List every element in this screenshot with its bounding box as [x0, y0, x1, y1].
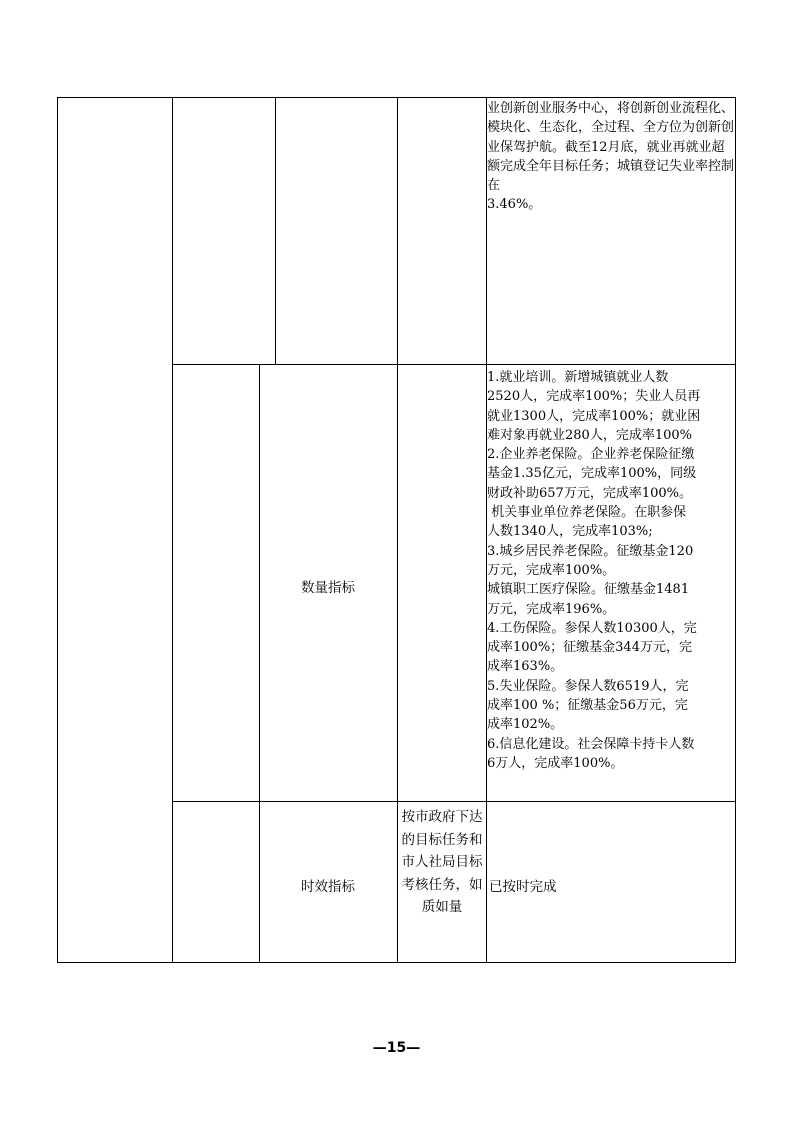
quantity-result-line: 4.工伤保险。参保人数10300人，完 [487, 620, 697, 636]
quantity-result-line: 难对象再就业280人，完成率100% [487, 427, 692, 443]
col-divider-2b [259, 364, 260, 963]
col-divider-1 [172, 97, 173, 963]
quantity-result-line: 就业1300人，完成率100%；就业困 [487, 408, 701, 424]
quantity-result-line: 6.信息化建设。社会保障卡持卡人数 [487, 736, 695, 752]
row1-result-cell: 业创新创业服务中心，将创新创业流程化、模块化、生态化，全过程、全方位为创新创业保驾护航。截至12月底，就业再就业超额完成全年目标任务；城镇登记失业率控制在 3.46%。 [487, 101, 735, 213]
quantity-result-line: 1.就业培训。新增城镇就业人数 [487, 370, 669, 385]
quantity-result-line: 成率100%；征缴基金344万元，完 [487, 640, 692, 656]
col-divider-2a [275, 97, 276, 364]
quantity-result-cell [487, 368, 735, 773]
quantity-result-line: 城镇职工医疗保险。征缴基金1481 [487, 582, 690, 598]
quantity-result-line: 基金1.35亿元，完成率100%，同级 [487, 466, 697, 482]
quantity-result-line: 6万人，完成率100%。 [487, 755, 624, 771]
timeliness-indicator-label: 时效指标 [301, 879, 355, 895]
quantity-result-line: 成率163%。 [487, 659, 564, 675]
quantity-result-line: 人数1340人，完成率103%; [487, 524, 653, 540]
quantity-result-line: 3.城乡居民养老保险。征缴基金120 [487, 543, 694, 559]
quantity-result-line: 成率102%。 [487, 717, 564, 733]
quantity-result-line: 2520人，完成率100%；失业人员再 [487, 389, 701, 405]
quantity-result-line: 财政补助657万元，完成率100%。 [487, 485, 692, 501]
quantity-result-line: 5.失业保险。参保人数6519人，完 [487, 678, 689, 694]
row-divider-1 [172, 364, 736, 365]
quantity-result-line: 机关事业单位养老保险。在职参保 [487, 505, 687, 521]
quantity-result-line: 万元，完成率196%。 [487, 601, 616, 617]
quantity-result-line: 成率100 %；征缴基金56万元，完 [487, 698, 688, 714]
quantity-result-line: 万元，完成率100%。 [487, 562, 616, 578]
page-number: —15— [372, 1040, 421, 1056]
quantity-result-line: 2.企业养老保险。企业养老保险征缴 [487, 447, 695, 463]
timeliness-result-cell: 已按时完成 [489, 879, 557, 895]
timeliness-target-cell: 按市政府下达的目标任务和市人社局目标考核任务，如质如量 [401, 809, 483, 916]
quantity-indicator-label: 数量指标 [301, 580, 355, 596]
row-divider-2 [172, 801, 736, 802]
